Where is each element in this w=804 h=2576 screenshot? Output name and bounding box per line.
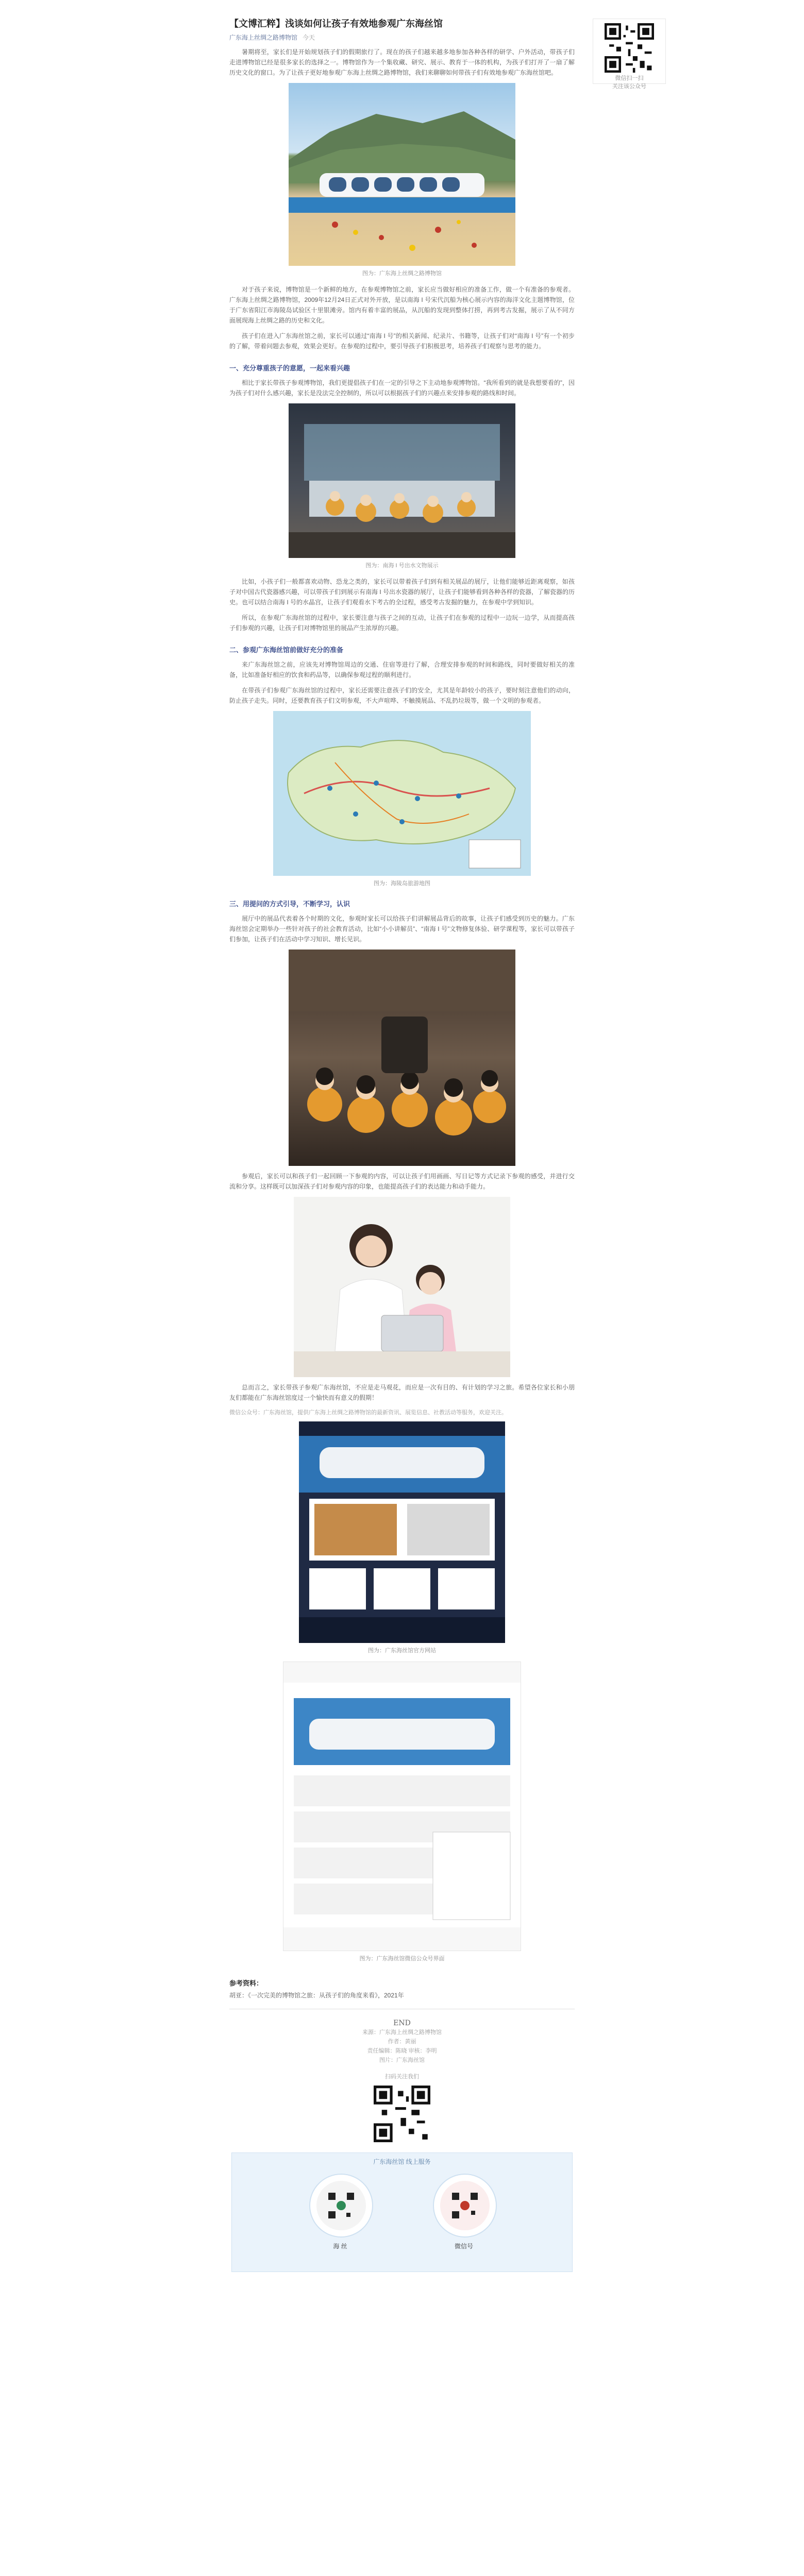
activity-photo [289,950,515,1166]
footer-qr-icon[interactable] [374,2086,430,2142]
references-title: 参考资料： [229,1979,263,1987]
section-heading-2: 二、参观广东海丝馆前做好充分的准备 [229,646,344,654]
service-label-right: 微信号 [454,2243,473,2250]
footer-images: 图片：广东海丝馆 [379,2057,425,2063]
exhibit-photo [289,403,515,558]
paragraph-s3-1: 展厅中的展品代表着各个时期的文化，参观时家长可以给孩子们讲解展品背后的故事，让孩子们感受到历史的魅力。广东海丝馆会定期举办一些针对孩子的社会教育活动，比如“小小讲解员”、“南海 I 号”文物修复体验、研学课程等，家长可以带孩子们参加，让孩子们在活动中学习知识、增长见识。 [229,915,575,943]
footer-editor: 责任编辑：陈晓 审核：李明 [367,2048,437,2054]
section-heading-1: 一、充分尊重孩子的意愿，一起来看兴趣 [229,364,350,372]
family-photo [294,1197,510,1377]
section-heading-3: 三、用提问的方式引导，不断学习，认识 [229,900,350,908]
side-qr-panel[interactable] [593,19,666,90]
article-title: 【文博汇粹】浅谈如何让孩子有效地参观广东海丝馆 [229,19,443,29]
website-screenshot [299,1421,505,1643]
caption-website: 图为：广东海丝馆官方网站 [368,1648,436,1654]
paragraph-intro: 暑期将至，家长们是开始规划孩子们的假期旅行了。现在的孩子们越来越多地参加各种各样的研学、户外活动，带孩子们走进博物馆已经是很多家长的选择之一。博物馆作为一个集收藏、研究、展示、教育于一体的机构，为孩子们打开了一扇了解历史文化的窗口。为了让孩子更好地参观广东海上丝绸之路博物馆，我们来聊聊如何带孩子们有效地参观广东海丝馆吧。 [229,48,575,76]
caption-exhibit: 图为：南海 I 号出水文物展示 [365,563,439,569]
service-panel [231,2153,573,2272]
publish-date: 今天 [303,34,315,41]
paragraph-s2-2: 在带孩子们参观广东海丝馆的过程中，家长还需要注意孩子们的安全，尤其是年龄较小的孩子，要时刻注意他们的动向，防止孩子走失。同时，还要教育孩子们文明参观，不大声喧哗、不触摸展品、不乱扔垃圾等，做一个文明的参观者。 [229,687,575,704]
article [229,0,575,2272]
paragraph-s1-2: 比如，小孩子们一般都喜欢动物、恐龙之类的，家长可以带着孩子们到有相关展品的展厅，让他们能够近距离观察，如孩子对中国古代瓷器感兴趣，可以带孩子们到展示有南海 I 号出水瓷器的展厅，让孩子们能够看到各种各样的瓷器，了解瓷器的历史。也可以结合南海 I 号的水晶宫，让孩子们观看水下考古的全过程，感受考古发掘的魅力，在参观中学到知识。 [229,578,575,606]
footer-author: 作者：黄丽 [388,2039,416,2045]
paragraph-s3-2: 参观后，家长可以和孩子们一起回顾一下参观的内容，可以让孩子们用画画、写日记等方式记录下参观的感受，并进行交流和分享。这样既可以加深孩子们对参观内容的印象，也能提高孩子们的表达能力和动手能力。 [229,1173,575,1190]
service-qr-left[interactable] [309,2174,373,2238]
side-qr-icon [605,23,654,73]
service-label-left: 海 丝 [333,2243,347,2250]
account-link[interactable]: 广东海上丝绸之路博物馆 [229,34,298,41]
footer-source: 来源：广东海上丝绸之路博物馆 [362,2029,442,2036]
service-panel-title: 广东海丝馆 线上服务 [373,2158,431,2165]
wechat-screenshot [283,1662,521,1951]
footer [229,2019,575,2142]
article-meta [229,33,575,42]
caption-wechat: 图为：广东海丝馆微信公众号界面 [359,1956,445,1962]
paragraph-3: 孩子们在进入广东海丝馆之前，家长可以通过“南海 I 号”的相关新闻、纪录片、书籍等，让孩子们对“南海 I 号”有一个初步的了解，带着问题去参观，效果会更好。在参观的过程中，要引导孩子们积极思考，培养孩子们观察与思考的能力。 [229,332,575,350]
end-mark: END [393,2019,411,2027]
account-note: 微信公众号：广东海丝馆，提供广东海上丝绸之路博物馆的最新资讯、展览信息、社教活动等服务，欢迎关注。 [229,1410,507,1416]
paragraph-s2-1: 来广东海丝馆之前，应该先对博物馆周边的交通、住宿等进行了解，合理安排参观的时间和路线，同时要做好相关的准备，比如准备好相应的饮食和药品等，以确保参观过程的顺利进行。 [229,661,575,679]
side-qr-label: 微信扫一扫 关注该公众号 [612,75,646,90]
museum-photo [289,83,515,266]
footer-follow: 扫码关注我们 [385,2074,419,2080]
service-qr-right[interactable] [433,2174,497,2238]
island-map [273,711,531,876]
reference-item: 胡亚：《一次完美的博物馆之旅：从孩子们的角度来看》，2021年 [229,1992,404,1999]
paragraph-2: 对于孩子来说，博物馆是一个新鲜的地方，在参观博物馆之前，家长应当做好相应的准备工作，做一个有准备的参观者。广东海上丝绸之路博物馆，2009年12月24日正式对外开放，是以南海 I 号宋代沉船为核心展示内容的海洋文化主题博物馆，位于广东省阳江市海陵岛试验区十里银滩旁。馆内有着丰富的展品，从沉船的发现到整体打捞，再到考古发掘，展示了从不同方面展现海上丝绸之路的历史和文化。 [229,286,575,324]
caption-map: 图为：海陵岛旅游地图 [374,880,430,887]
paragraph-s3-3: 总而言之，家长带孩子参观广东海丝馆，不应是走马观花，而应是一次有目的、有计划的学习之旅。希望各位家长和小朋友们都能在广东海丝馆度过一个愉快而有意义的假期！ [229,1384,575,1401]
paragraph-s1-1: 相比于家长带孩子参观博物馆，我们更提倡孩子们在一定的引导之下主动地参观博物馆。“我所看到的就是我想要看的”，因为孩子们对什么感兴趣，家长是没法完全控制的，所以可以根据孩子们的兴趣点来安排参观的路线和时间。 [229,379,575,397]
caption-museum: 图为：广东海上丝绸之路博物馆 [362,270,442,277]
paragraph-s1-3: 所以，在参观广东海丝馆的过程中，家长要注意与孩子之间的互动，让孩子们在参观的过程中一边玩一边学，从而提高孩子们参观的兴趣，让孩子们对博物馆里的展品产生浓厚的兴趣。 [229,614,575,632]
